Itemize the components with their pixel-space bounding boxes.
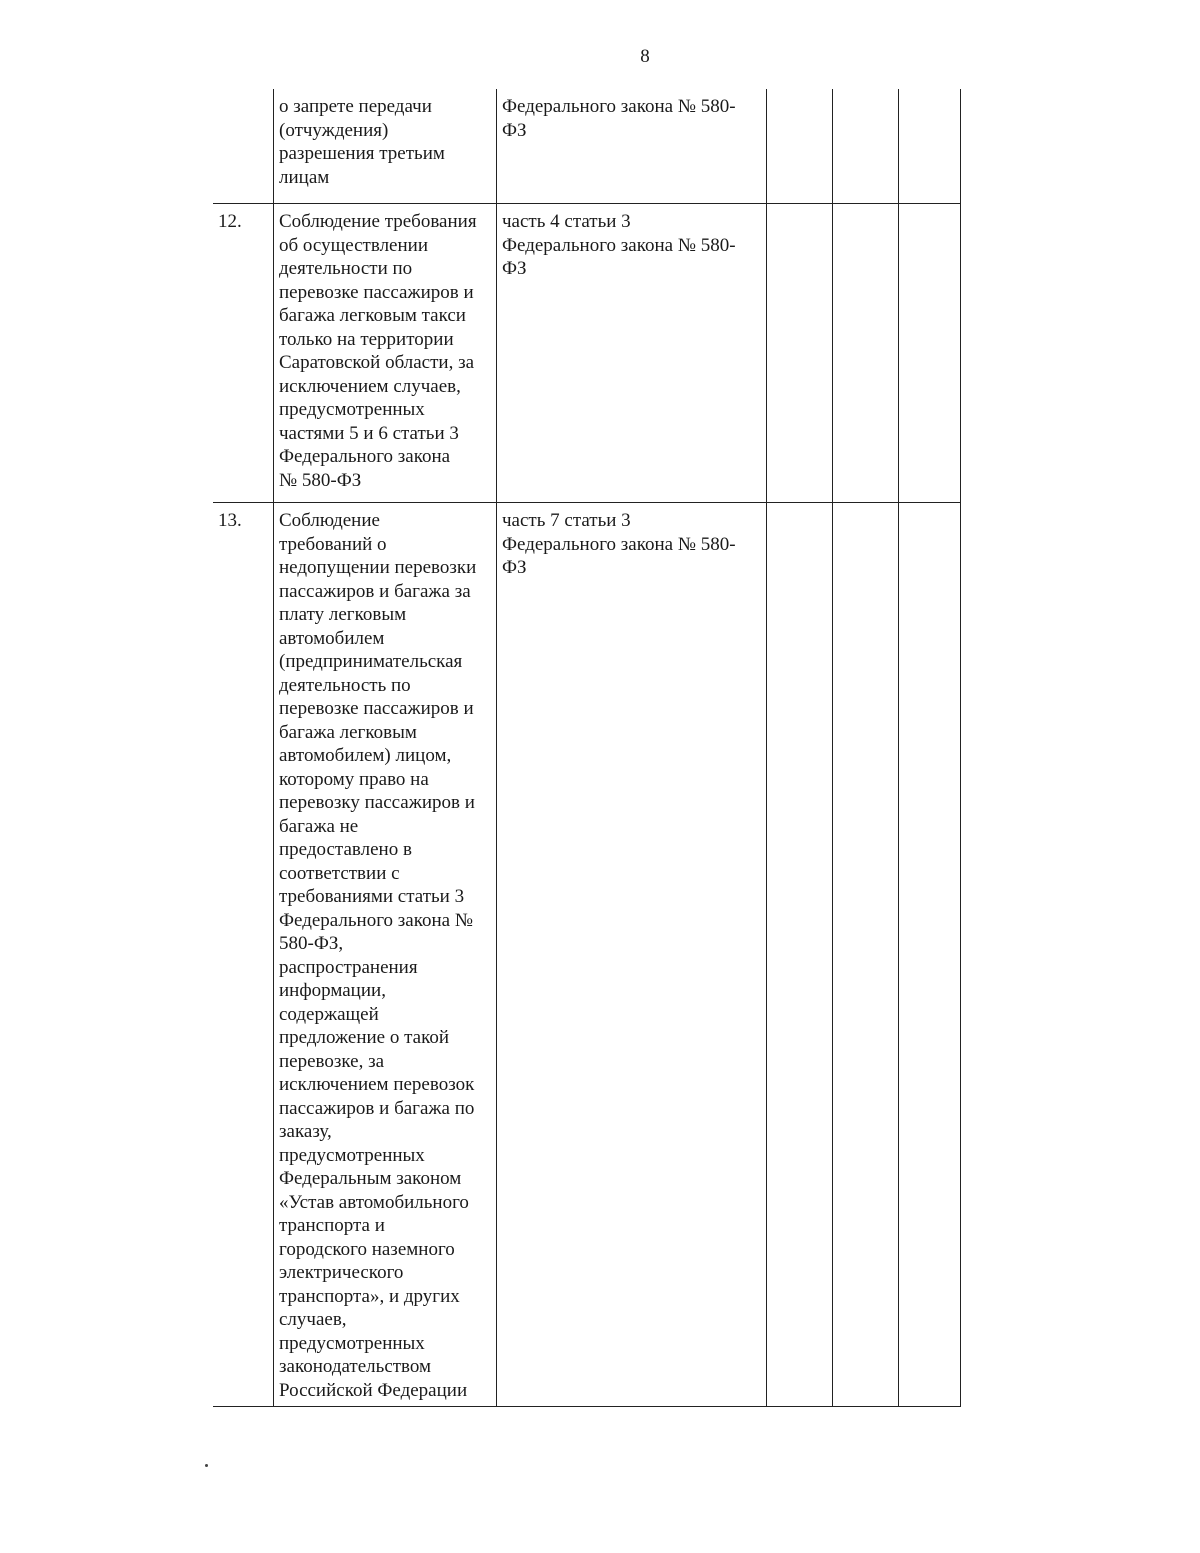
requirement-cell (274, 89, 497, 204)
requirement-text: Соблюдение требований о недопущении перевозки пассажиров и багажа за плату легковым автомобилем (предпринимательская деятельность по перевозке пассажиров и багажа легковым автомобилем) лицом, которому право на перевозку пассажиров и багажа не предоставлено в соответствии с требованиями статьи 3 Федерального закона № 580-ФЗ, распространения информации, содержащей предложение о такой перевозке, за исключением перевозок пассажиров и багажа по заказу, предусмотренных Федеральным законом «Устав автомобильного транспорта и городского наземного электрического транспорта», и других случаев, предусмотренных законодательством Российской Федерации (279, 510, 477, 1401)
row-number (213, 89, 274, 204)
table-row (213, 204, 961, 503)
row-number: 13. (213, 503, 274, 1407)
empty-cell (767, 89, 833, 204)
empty-cell (767, 503, 833, 1407)
empty-cell (833, 89, 899, 204)
requirements-table (213, 89, 961, 1407)
empty-cell (767, 204, 833, 503)
row-number: 12. (213, 204, 274, 503)
requirement-text: Соблюдение требования об осуществлении деятельности по перевозке пассажиров и багажа легковым такси только на территории Саратовской области, за исключением случаев, предусмотренных частями 5 и 6 статьи 3 Федерального закона № 580-ФЗ (279, 211, 477, 491)
legal-reference-cell (497, 204, 767, 503)
table-row (213, 503, 961, 1407)
legal-reference-cell (497, 89, 767, 204)
requirement-cell (274, 503, 497, 1407)
requirement-text: о запрете передачи (отчуждения) разрешения третьим лицам (279, 96, 445, 188)
empty-cell (899, 89, 961, 204)
legal-reference-cell (497, 503, 767, 1407)
legal-reference-text: Федерального закона № 580- ФЗ (502, 96, 736, 141)
legal-reference-text: часть 7 статьи 3 Федерального закона № 580- ФЗ (502, 510, 736, 578)
empty-cell (833, 503, 899, 1407)
scan-artifact-dot (205, 1464, 208, 1467)
legal-reference-text: часть 4 статьи 3 Федерального закона № 580- ФЗ (502, 211, 736, 279)
empty-cell (833, 204, 899, 503)
page-number: 8 (640, 46, 650, 67)
requirement-cell (274, 204, 497, 503)
empty-cell (899, 204, 961, 503)
empty-cell (899, 503, 961, 1407)
table-row (213, 89, 961, 204)
